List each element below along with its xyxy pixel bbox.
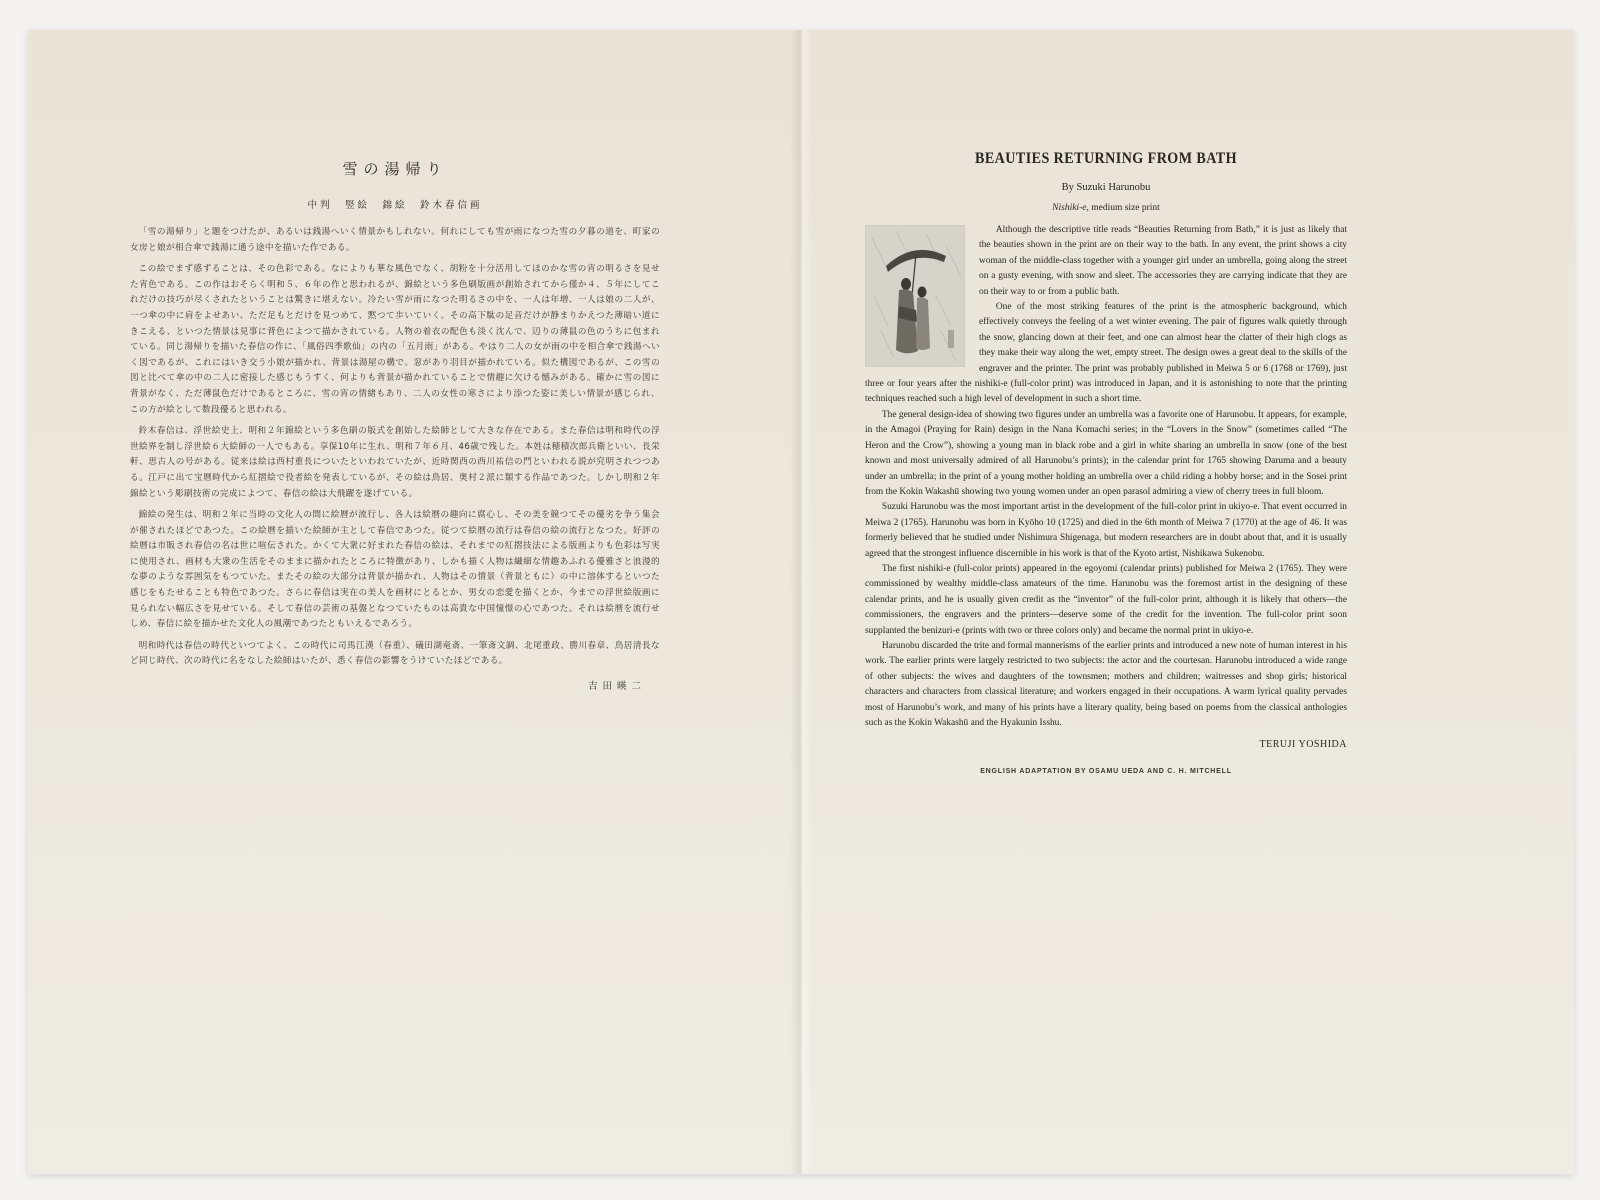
medium-italic: Nishiki-e,: [1052, 203, 1089, 213]
japanese-paragraph: 錦絵の発生は、明和２年に当時の文化人の間に絵暦が流行し、各人は絵暦の趣向に腐心し、その美を競つてその優劣を争う集会が催されたほどであつた。この絵暦を描いた絵師が主として春信であつた。従つて絵暦の流行は春信の絵の流行となつた。好評の絵暦は市販され春信の名は世に喧伝された。かくて大衆に好まれた春信の絵は、それまでの紅摺技法による版画よりも色彩は写実に使用され、画材も大衆の生活をそのままに描かれたところに特徴があり、しかも描く人物は繊細な情趣あふれる優雅さと浪漫的な夢のような雰囲気をもつていた。またその絵の大部分は背景が描かれ、人物はその情景（背景ともに）の中に溶体するといつた感じをもたせることも特色であつた。さらに春信は実在の美人を画材にとるとか、男女の恋愛を描くとか、今までの浮世絵版画に見られない幅広さを見せている。そして春信の芸術の基盤となつていたものは高貴な中国憧憬の心であつた。それは絵暦を流行せしめ、春信に絵を描かせた文化人の風潮であつたともいえるであろう。: [130, 510, 660, 630]
english-paragraph: The general design-idea of showing two figures under an umbrella was a favorite one of Harunobu. It appears, for example, in the Amagoi (Praying for Rain) design in the Nana Komachi series; in the “Lovers in the Snow” (sometimes called “The Heron and the Crow”), showing a young man in black robe and a girl in white sharing an umbrella in snow (one of the best known and most universally admired of all Harunobu’s prints); in the calendar print for 1765 showing Daruma and a beauty under an umbrella; in the print of a young mother holding an umbrella over a child riding a hobby horse; and in the Sosei print from the Kokin Wakashū showing two young women under an open parasol admiring a view of cherry trees in full bloom.: [865, 409, 1347, 497]
english-paragraph: Although the descriptive title reads “Beauties Returning from Bath,” it is just as likely that the beauties shown in the print are on their way to the bath. In any event, the print shows a city woman of the middle-class together with a younger girl under an umbrella, going along the street on a gusty evening, with snow and sleet. The accessories they are carrying indicate that they are on their way to or from a public bath.: [979, 225, 1347, 297]
woodblock-print-icon: [865, 225, 965, 367]
english-paragraph: Suzuki Harunobu was the most important artist in the development of the full-color print in ukiyo-e. That event occurred in Meiwa 2 (1765). Harunobu was born in Kyōho 10 (1725) and died in the 6th month of Meiwa 7 (1770) at the age of 46. It was formerly believed that he studied under Nishimura Shigenaga, but modern researchers are in doubt about that, and it is usually agreed that the strongest influence discernible in his work is that of the Kyoto artist, Nishikawa Sukenobu.: [865, 502, 1347, 559]
medium-rest: medium size print: [1088, 203, 1160, 213]
japanese-title: 雪の湯帰り: [342, 160, 448, 178]
english-paragraph: The first nishiki-e (full-color prints) appeared in the egoyomi (calendar prints) published for Meiwa 2 (1765). They were commissioned by wealthy middle-class amateurs of the time. Harunobu was the foremost artist in the designing of these calendar prints, and he is usually given credit as the “inventor” of the full-color print, although it is likely that others—the commissioners, the engravers and the printers—deserve some of the credit for the invention. The full-color print soon supplanted the benizuri-e (prints with two or three colors only) and became the normal print in ukiyo-e.: [865, 563, 1347, 636]
japanese-paragraph: 鈴木春信は、浮世絵史上、明和２年錦絵という多色刷の版式を創始した絵師として大きな存在である。また春信は明和時代の浮世絵界を制し浮世絵６大絵師の一人でもある。享保10年に生れ、明和７年６月、46歳で残した。本姓は穂積次郎兵衛といい、長栄軒、思古人の号がある。従来は絵は西村重長についたといわれていたが、近時関西の西川祐信の門といわれる説が究明されつつある。江戸に出て宝暦時代から紅摺絵で役者絵を発表しているが、その絵は鳥居、奥村２派に類する作品であつた。しかし明和２年錦絵という彫刷技術の完成によつて、春信の絵は大飛躍を遂げている。: [130, 426, 660, 499]
japanese-paragraph: 明和時代は春信の時代といつてよく、この時代に司馬江漢（春重）、礒田湖竜斎、一筆斎文調、北尾重政、勝川春章、鳥居清長など同じ時代、次の時代に名をなした絵師はいたが、悉く春信の影響をうけていたほどである。: [130, 640, 660, 667]
english-byline: By Suzuki Harunobu: [1061, 182, 1151, 193]
japanese-author: 吉田暎二: [587, 681, 646, 693]
center-fold: [790, 30, 812, 1174]
japanese-page: [130, 158, 660, 692]
print-medium: [865, 203, 1347, 213]
japanese-paragraph: この絵でまず感ずることは、その色彩である。なによりも華な風色でなく、胡粉を十分活用してほのかな雪の宵の明るさを見せた宵色である。この作はおそらく明和５、６年の作と思われるが、錦絵という多色刷版画が創始されてから僅か４、５年にしてこれだけの技巧が尽くされたということは驚きに堪えない。冷たい雪が雨になつた明るさの中を、一人は年増、一人は娘の二人が、一つ傘の中に肩をよせあい、ただ足もとだけを見つめて、黙つて歩いていく。その高下駄の足音だけが静まりかえつた薄暗い道にきこえる、といつた情景は見事に背色によつて描かされている。人物の着衣の配色も淡く沈んで、辺りの薄鼠の色のうちに包まれている。同じ湯帰りを描いた春信の作に、「風俗四季歌仙」の内の「五月雨」がある。やはり二人の女が雨の中を相合傘で銭湯へいく図であるが、これにはいき交う小娘が描かれ、背景は湯屋の構で、窓があり羽目が描かれている。似た構図であるが、この雪の図と比べて傘の中の二人に密接した感じもうすく、何よりも背景が描かれていることで情趣に欠ける憾みがある。確かに雪の図に背景がなく、ただ薄鼠色だけであるところに、雪の宵の情緒もあり、二人の女性の寒さにより添つた姿に美しい情景が感じられ、この方が絵として数段優ると思われる。: [130, 264, 660, 415]
print-illustration: [866, 226, 964, 366]
english-paragraph: Harunobu discarded the trite and formal mannerisms of the earlier prints and introduced a new note of human interest in his work. The earlier prints were largely restricted to two subjects: the actor and the courtesan. Harunobu introduced a wide range of other subjects: the wives and daughters of the townsmen; mothers and children; waitresses and shop girls; historical characters and characters from classical literature; and workers engaged in their occupations. A warm lyrical quality pervades most of Harunobu’s work, and many of his prints have a literary quality, being based on poems from the classical anthologies such as the Kokin Wakashū and the Hyakunin Isshu.: [865, 640, 1347, 728]
english-page: [865, 150, 1347, 775]
japanese-paragraph: 「雪の湯帰り」と題をつけたが、あるいは銭湯へいく情景かもしれない。何れにしても雪が雨になつた雪の夕暮の道を、町家の女房と娘が相合傘で銭湯に通う途中を描いた作である。: [130, 227, 660, 253]
japanese-subtitle: 中判 竪絵 錦絵 鈴木春信画: [307, 200, 483, 211]
english-paragraph: One of the most striking features of the print is the atmospheric background, which effectively conveys the feeling of a wet winter evening. The pair of figures walk quietly through the snow, glancing down at their feet, and one can almost hear the clatter of their high clogs as they make their way along the wet, empty street. The design owes a great deal to the skills of the engraver and the printer. The print was probably published in Meiwa 5 or 6 (1768 or 1769), just three or four years after the nishiki-e (full-color print) was introduced in Japan, and it is astonishing to note that the printing techniques reached such a high level of development in such a short time.: [865, 302, 1347, 405]
english-title: BEAUTIES RETURNING FROM BATH: [974, 150, 1238, 167]
english-author: TERUJI YOSHIDA: [1259, 739, 1347, 751]
adaptation-credit: ENGLISH ADAPTATION BY OSAMU UEDA AND C. H. MITCHELL: [980, 768, 1232, 776]
